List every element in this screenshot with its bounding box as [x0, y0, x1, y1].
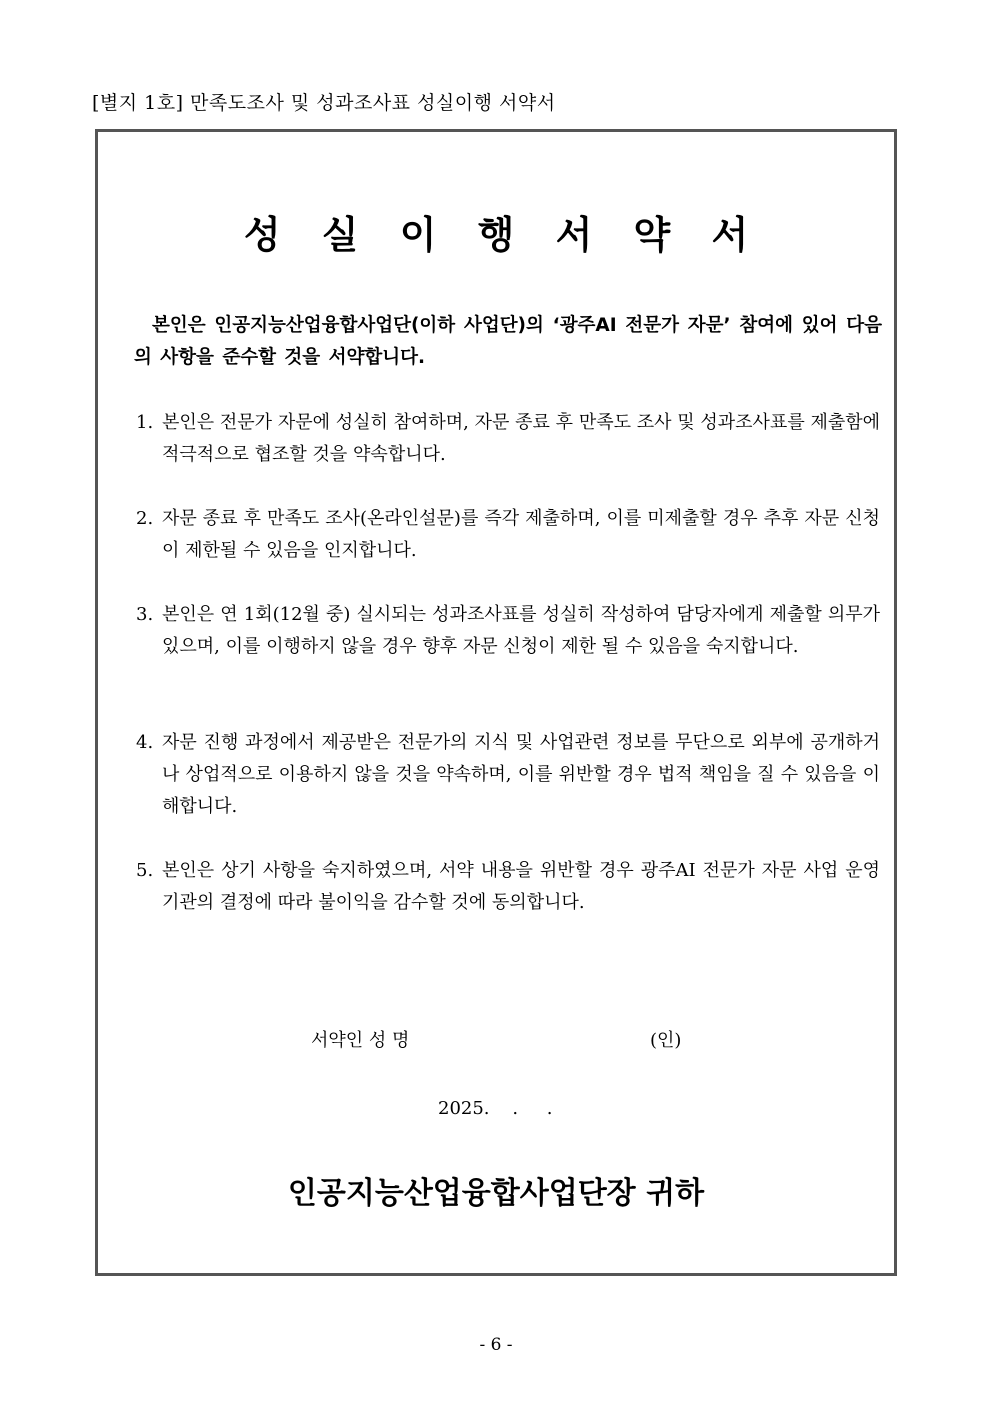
clause-1 — [136, 407, 880, 471]
clause-2 — [136, 503, 880, 567]
clause-text: 본인은 상기 사항을 숙지하였으며, 서약 내용을 위반할 경우 광주AI 전문가 자문 사업 운영 기관의 결정에 따라 불이익을 감수할 것에 동의합니다. — [162, 860, 880, 913]
clause-text: 본인은 연 1회(12월 중) 실시되는 성과조사표를 성실히 작성하여 담당자에게 제출할 의무가 있으며, 이를 이행하지 않을 경우 향후 자문 신청이 제한 될 수 있음을 숙지합니다. — [162, 604, 880, 657]
clause-text: 자문 진행 과정에서 제공받은 전문가의 지식 및 사업관련 정보를 무단으로 외부에 공개하거나 상업적으로 이용하지 않을 것을 약속하며, 이를 위반할 경우 법적 책임을 질 수 있음을 이해합니다. — [162, 732, 880, 817]
clause-4 — [136, 727, 880, 823]
seal-mark: (인) — [650, 1030, 682, 1051]
clause-3 — [136, 599, 880, 663]
pledge-form-frame — [95, 129, 897, 1276]
clause-number: 1. — [136, 412, 154, 433]
intro-paragraph: 본인은 인공지능산업융합사업단(이하 사업단)의 ‘광주AI 전문가 자문’ 참여에 있어 다음의 사항을 준수할 것을 서약합니다. — [134, 315, 882, 368]
clause-5 — [136, 855, 880, 919]
clause-number: 5. — [136, 860, 154, 881]
date-line: 2025. . . — [438, 1098, 553, 1119]
signer-name-label: 서약인 성 명 — [311, 1030, 410, 1051]
clause-number: 3. — [136, 604, 154, 625]
clause-number: 4. — [136, 732, 154, 753]
clause-text: 자문 종료 후 만족도 조사(온라인설문)를 즉각 제출하며, 이를 미제출할 경우 추후 자문 신청이 제한될 수 있음을 인지합니다. — [162, 508, 880, 561]
document-title: 성 실 이 행 서 약 서 — [243, 213, 763, 257]
clause-number: 2. — [136, 508, 154, 529]
form-number-label: [별지 1호] 만족도조사 및 성과조사표 성실이행 서약서 — [92, 92, 556, 114]
clause-text: 본인은 전문가 자문에 성실히 참여하며, 자문 종료 후 만족도 조사 및 성과조사표를 제출함에 적극적으로 협조할 것을 약속합니다. — [162, 412, 880, 465]
page-number: - 6 - — [479, 1335, 513, 1355]
addressee-line: 인공지능산업융합사업단장 귀하 — [287, 1176, 705, 1211]
